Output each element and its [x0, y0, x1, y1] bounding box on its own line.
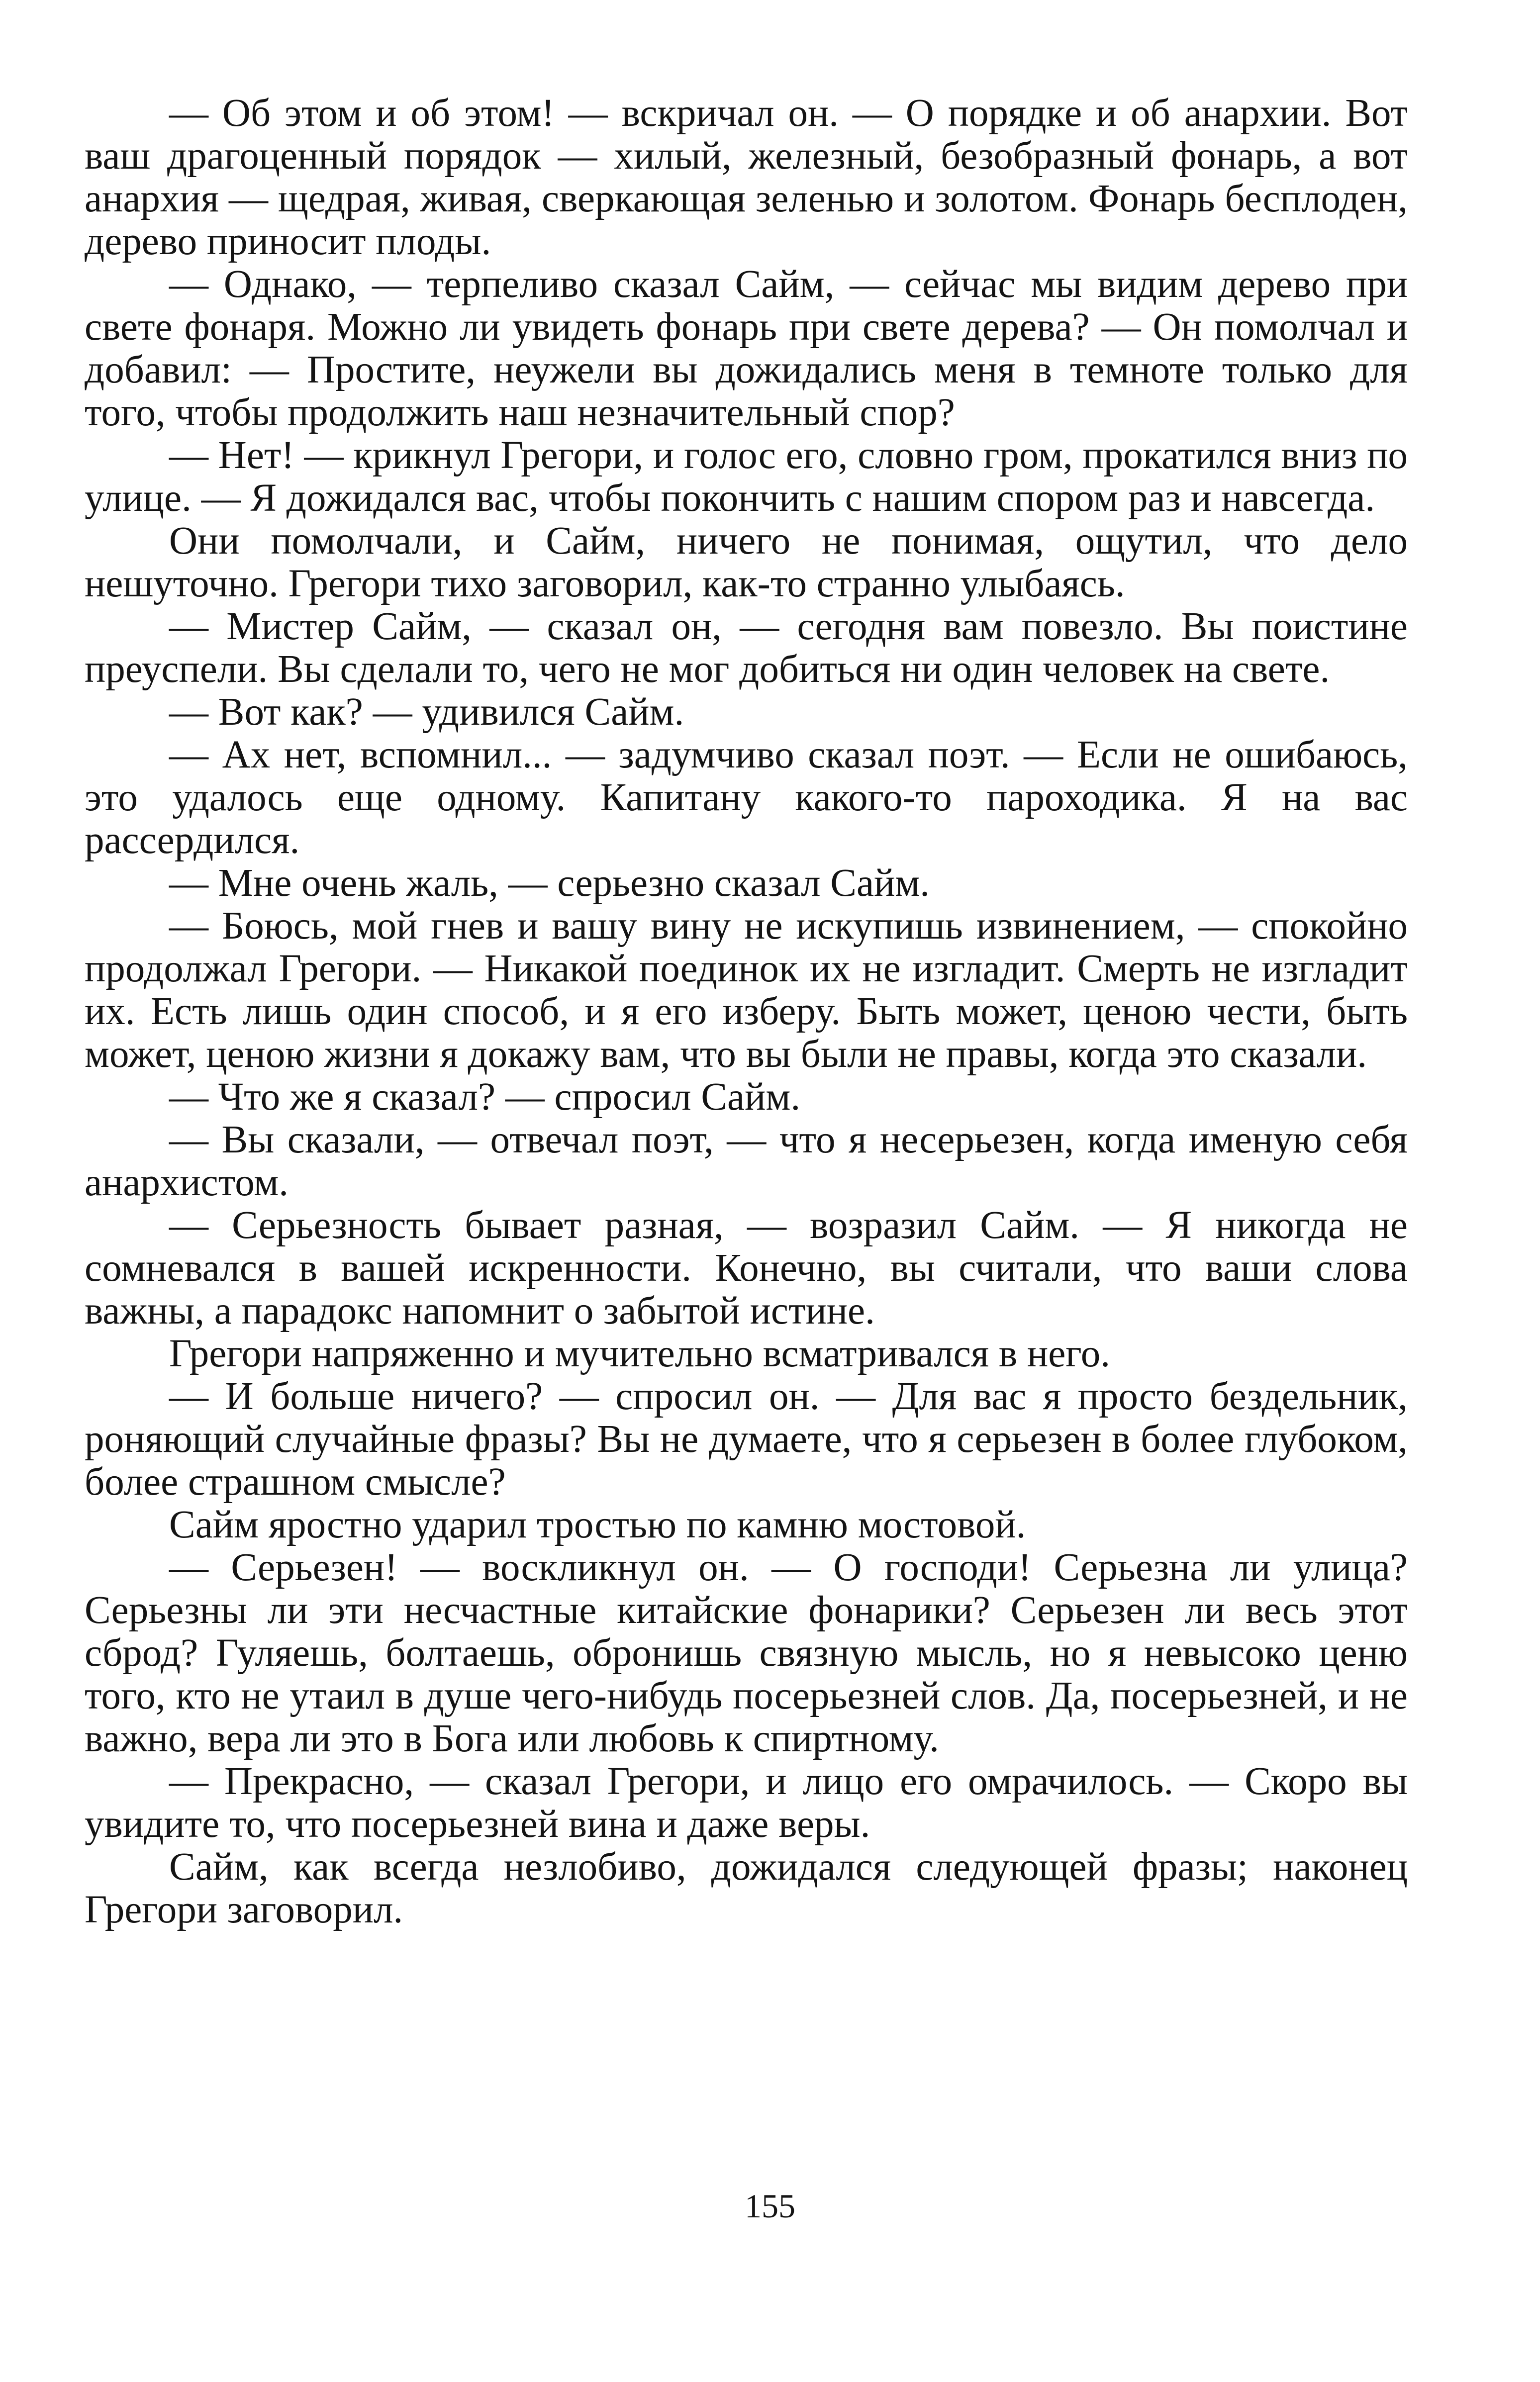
paragraph: — Ах нет, вспомнил... — задумчиво сказал поэт. — Если не ошибаюсь, это удалось еще одному. Капитану какого-то пароходика. Я на вас рассердился. [85, 733, 1408, 862]
page-number: 155 [745, 2187, 795, 2225]
paragraph: — Серьезность бывает разная, — возразил Сайм. — Я никогда не сомневался в вашей искренности. Конечно, вы считали, что ваши слова важны, а парадокс напомнит о забытой истине. [85, 1204, 1408, 1333]
paragraph: — Об этом и об этом! — вскричал он. — О порядке и об анархии. Вот ваш драгоценный порядок — хилый, железный, безобразный фонарь, а вот анархия — щедрая, живая, сверкающая зеленью и золотом. Фонарь бесплоден, дерево приносит плоды. [85, 92, 1408, 263]
paragraph: — Мне очень жаль, — серьезно сказал Сайм. [169, 861, 930, 905]
paragraph: — Боюсь, мой гнев и вашу вину не искупишь извинением, — спокойно продолжал Грегори. — Никакой поединок их не изгладит. Смерть не изгладит их. Есть лишь один способ, и я его изберу. Быть может, ценою чести, быть может, ценою жизни я докажу вам, что вы были не правы, когда это сказали. [85, 904, 1408, 1076]
paragraph: Сайм яростно ударил тростью по камню мостовой. [169, 1503, 1026, 1546]
paragraph: — Вот как? — удивился Сайм. [169, 690, 684, 734]
paragraph: — Вы сказали, — отвечал поэт, — что я несерьезен, когда именую себя анархистом. [85, 1118, 1408, 1204]
paragraph: — И больше ничего? — спросил он. — Для вас я просто бездельник, роняющий случайные фразы? Вы не думаете, что я серьезен в более глубоком, более страшном смысле? [85, 1375, 1408, 1504]
paragraph: — Прекрасно, — сказал Грегори, и лицо его омрачилось. — Скоро вы увидите то, что посерьезней вина и даже веры. [85, 1760, 1408, 1846]
page-body [85, 92, 1408, 1931]
paragraph: — Серьезен! — воскликнул он. — О господи! Серьезна ли улица? Серьезны ли эти несчастные китайские фонарики? Серьезен ли весь этот сброд? Гуляешь, болтаешь, обронишь связную мысль, но я невысоко ценю того, кто не утаил в душе чего-нибудь посерьезней слов. Да, посерьезней, и не важно, вера ли это в Бога или любовь к спиртному. [85, 1546, 1408, 1760]
paragraph: — Нет! — крикнул Грегори, и голос его, словно гром, прокатился вниз по улице. — Я дожидался вас, чтобы покончить с нашим спором раз и навсегда. [85, 434, 1408, 520]
paragraph: — Что же я сказал? — спросил Сайм. [169, 1075, 801, 1119]
paragraph: Они помолчали, и Сайм, ничего не понимая, ощутил, что дело нешуточно. Грегори тихо заговорил, как-то странно улыбаясь. [85, 519, 1408, 605]
paragraph: — Мистер Сайм, — сказал он, — сегодня вам повезло. Вы поистине преуспели. Вы сделали то, чего не мог добиться ни один человек на свете. [85, 605, 1408, 691]
paragraph: Сайм, как всегда незлобиво, дожидался следующей фразы; наконец Грегори заговорил. [85, 1845, 1408, 1931]
paragraph: — Однако, — терпеливо сказал Сайм, — сейчас мы видим дерево при свете фонаря. Можно ли увидеть фонарь при свете дерева? — Он помолчал и добавил: — Простите, неужели вы дожидались меня в темноте только для того, чтобы продолжить наш незначительный спор? [85, 263, 1408, 434]
paragraph: Грегори напряженно и мучительно всматривался в него. [169, 1332, 1110, 1375]
